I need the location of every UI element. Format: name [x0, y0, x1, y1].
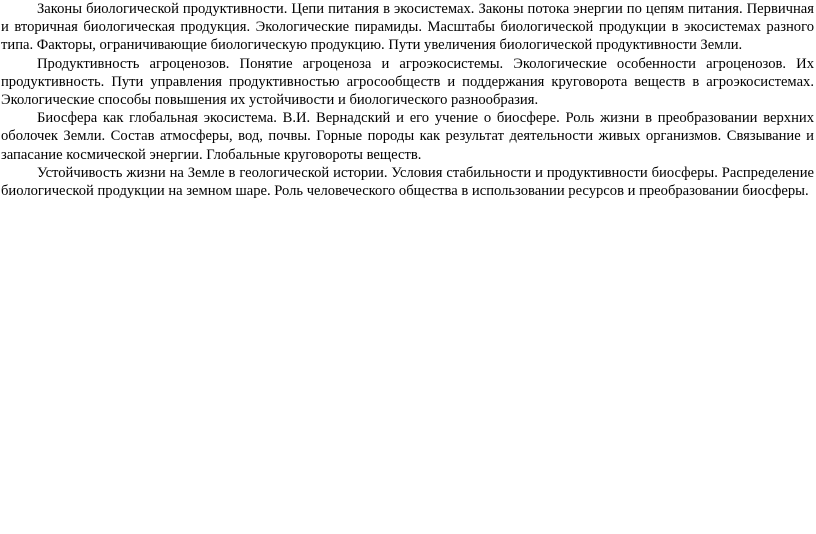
document-body [1, 0, 814, 200]
paragraph-biosphere: Биосфера как глобальная экосистема. В.И. Вернадский и его учение о биосфере. Роль жизни в преобразовании верхних оболочек Земли. Состав атмосферы, вод, почвы. Горные породы как результат деятельности живых организмов. Связывание и запасание космической энергии. Глобальные круговороты веществ. [1, 110, 814, 163]
paragraph-biological-productivity: Законы биологической продуктивности. Цепи питания в экосистемах. Законы потока энергии по цепям питания. Первичная и вторичная биологическая продукция. Экологические пирамиды. Масштабы биологической продукции в экосистемах разного типа. Факторы, ограничивающие биологическую продукцию. Пути увеличения биологической продуктивности Земли. [1, 1, 814, 54]
paragraph-life-stability: Устойчивость жизни на Земле в геологической истории. Условия стабильности и продуктивности биосферы. Распределение биологической продукции на земном шаре. Роль человеческого общества в использовании ресурсов и преобразовании биосферы. [1, 164, 814, 200]
paragraph-agrocenoses: Продуктивность агроценозов. Понятие агроценоза и агроэкосистемы. Экологические особенности агроценозов. Их продуктивность. Пути управления продуктивностью агросообществ и поддержания круговорота веществ в агроэкосистемах. Экологические способы повышения их устойчивости и биологического разнообразия. [1, 55, 814, 109]
